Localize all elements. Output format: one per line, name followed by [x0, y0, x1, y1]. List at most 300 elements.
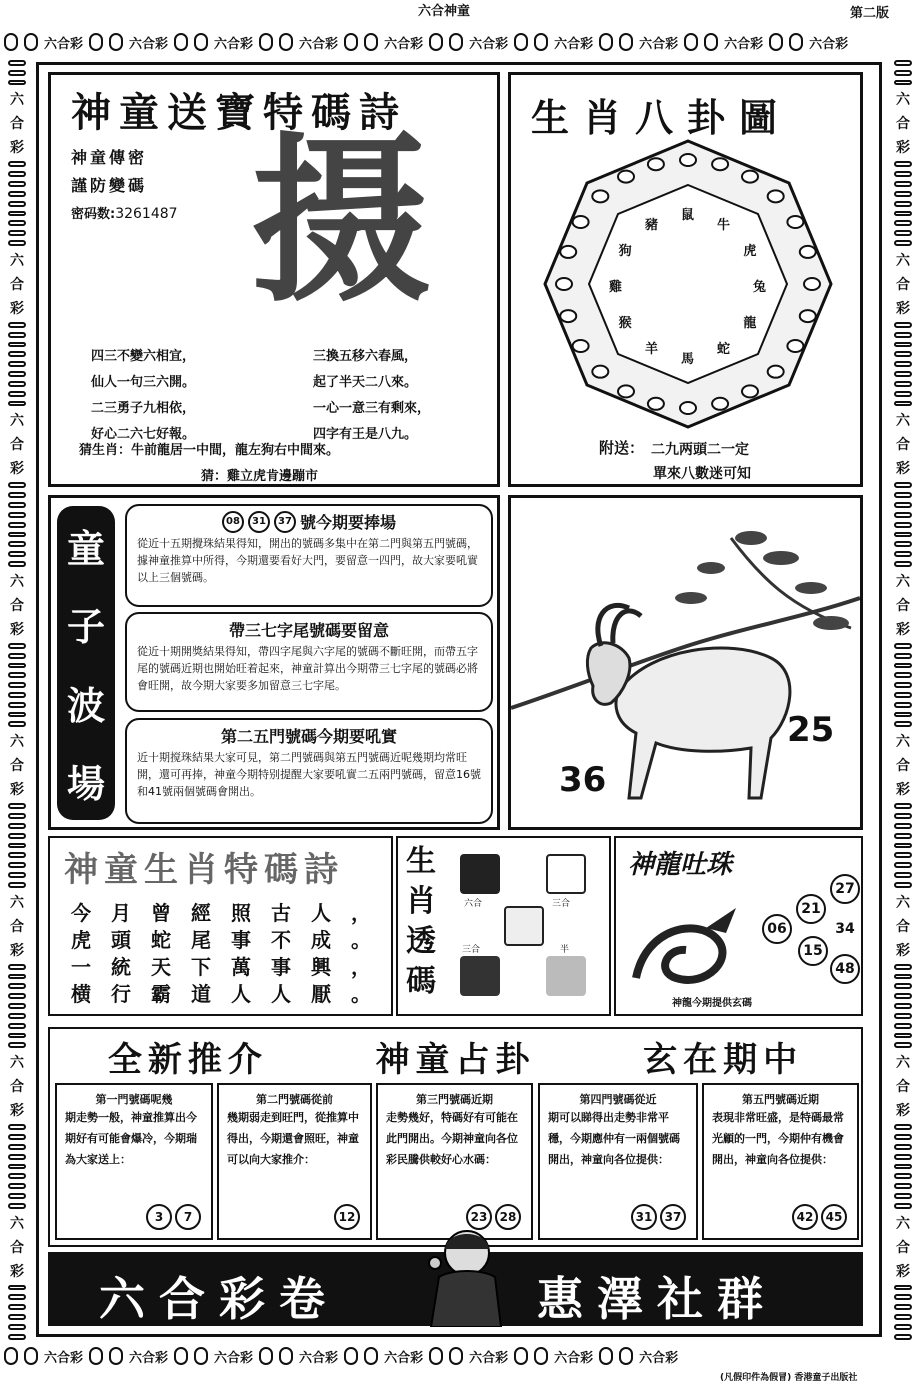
brand-char: 六	[10, 1055, 24, 1072]
zodiac-tile-label: 三合	[462, 945, 481, 955]
bagua-coin	[800, 246, 816, 258]
dragon-title: 神龍吐珠	[628, 850, 733, 880]
bagua-coin	[618, 171, 634, 183]
coin-icon	[894, 882, 912, 888]
bagua-coin	[768, 190, 784, 202]
goat-number-right: 25	[787, 710, 835, 750]
coin-icon	[894, 1134, 912, 1140]
coin-icon	[344, 33, 358, 51]
brand-char: 合	[896, 1239, 910, 1256]
brand-char: 彩	[896, 140, 910, 157]
wave-card-1-header	[137, 510, 481, 533]
brand-char: 合	[10, 437, 24, 454]
coin-icon	[8, 551, 26, 557]
coin-icon	[8, 1173, 26, 1179]
door-text: 走勢幾好，特碼好有可能在此門開出。今期神童向各位彩民騰供較好心水碼：	[386, 1111, 518, 1166]
left-border-strip	[2, 60, 32, 1340]
coin-icon	[8, 702, 26, 708]
poem-char: 一	[71, 955, 91, 979]
wave-card-3	[125, 718, 493, 824]
coin-icon	[894, 1164, 912, 1170]
goat-horn	[613, 611, 641, 643]
zodiac-poem-title: 神童生肖特碼詩	[64, 850, 344, 890]
poem-char: 蛇	[151, 928, 171, 952]
coin-icon	[894, 682, 912, 688]
coin-icon	[8, 721, 26, 727]
coin-icon	[8, 712, 26, 718]
coin-icon	[8, 522, 26, 528]
coin-icon	[894, 843, 912, 849]
coin-icon	[8, 391, 26, 397]
coin-icon	[894, 721, 912, 727]
brand-char: 彩	[10, 782, 24, 799]
wave-title-char: 子	[66, 605, 105, 650]
coin-icon	[8, 512, 26, 518]
branch	[731, 538, 851, 628]
brand-char: 彩	[896, 1263, 910, 1280]
coin-icon	[894, 171, 912, 177]
brand-text: 六合彩	[554, 36, 594, 52]
poem-char: 横	[71, 982, 91, 1006]
coin-icon	[894, 964, 912, 970]
poem-line: 仙人一句三六開。	[91, 375, 196, 390]
bagua-coin	[592, 190, 608, 202]
bagua-coin	[800, 310, 816, 322]
coin-icon	[894, 1173, 912, 1179]
coin-icon	[8, 983, 26, 989]
zodiac-label: 龍	[743, 316, 757, 331]
bagua-wheel	[541, 137, 836, 432]
bagua-coin	[573, 340, 589, 352]
coin-icon	[894, 201, 912, 207]
coin-icon	[109, 33, 123, 51]
coin-icon	[894, 351, 912, 357]
coin-icon	[894, 482, 912, 488]
coin-icon	[4, 33, 18, 51]
coin-icon	[8, 1285, 26, 1291]
bagua-coin	[680, 402, 696, 414]
number-ball: 28	[495, 1204, 521, 1230]
door-title: 第四門號碼從近	[579, 1093, 657, 1106]
coin-icon	[894, 342, 912, 348]
coin-icon	[599, 1347, 613, 1365]
brand-char: 六	[10, 573, 24, 590]
zodiac-label: 牛	[717, 217, 731, 233]
brand-char: 彩	[896, 461, 910, 478]
coin-icon	[8, 1304, 26, 1310]
poem-char: 尾	[191, 928, 211, 952]
coin-icon	[894, 371, 912, 377]
poem-char: 今	[71, 901, 91, 925]
coin-icon	[704, 33, 718, 51]
wave-box	[48, 495, 500, 830]
poem-char: ，	[351, 955, 371, 979]
coin-icon	[8, 322, 26, 328]
dragon-ball: 34	[830, 914, 860, 944]
brand-char: 合	[896, 918, 910, 935]
poem-char: 曾	[151, 901, 171, 925]
coin-icon	[24, 33, 38, 51]
coin-icon	[344, 1347, 358, 1365]
dragon-caption: 神龍今期提供玄碼	[672, 998, 752, 1009]
coin-icon	[8, 492, 26, 498]
bagua-coin	[787, 340, 803, 352]
zodiac-label: 蛇	[717, 342, 731, 358]
door-title: 第三門號碼近期	[416, 1093, 493, 1106]
zodiac-poem-box	[48, 836, 393, 1016]
coin-icon	[894, 1183, 912, 1189]
coin-icon	[894, 692, 912, 698]
coin-icon	[894, 492, 912, 498]
poem-line: 好心二六七好報。	[91, 427, 196, 442]
coin-icon	[259, 33, 273, 51]
brand-text: 六合彩	[384, 36, 424, 52]
poem-title: 神童送寶特碼詩	[71, 90, 407, 136]
coin-icon	[894, 1013, 912, 1019]
bagua-coin	[742, 171, 758, 183]
coin-icon	[8, 532, 26, 538]
recommend-title-2: 神童占卦	[375, 1039, 536, 1080]
coin-icon	[8, 862, 26, 868]
brand-char: 六	[10, 413, 24, 430]
coin-icon	[894, 191, 912, 197]
poem-char: 道	[191, 982, 211, 1006]
zodiac-tile-horse	[460, 854, 500, 894]
coin-icon	[894, 381, 912, 387]
coin-icon	[894, 361, 912, 367]
shengxiao-box	[396, 836, 611, 1016]
bagua-coin	[680, 154, 696, 166]
poem-char: 人	[311, 901, 331, 925]
brand-char: 六	[896, 92, 910, 109]
coin-icon	[894, 230, 912, 236]
coin-icon	[894, 240, 912, 246]
gift-text-2: 單來八數迷可知	[653, 466, 751, 482]
brand-text: 六合彩	[639, 36, 679, 52]
brand-char: 六	[10, 734, 24, 751]
zodiac-label: 馬	[681, 352, 695, 367]
answer-line: 猜：雞立虎肯邊蹦市	[201, 469, 319, 484]
bagua-coin	[804, 278, 820, 290]
door-5	[702, 1083, 859, 1240]
footer-banner	[48, 1252, 863, 1326]
coin-icon	[894, 532, 912, 538]
poem-char: 頭	[111, 928, 131, 952]
coin-icon	[599, 33, 613, 51]
coin-icon	[8, 1042, 26, 1048]
coin-icon	[429, 33, 443, 51]
coin-icon	[8, 70, 26, 76]
zodiac-label: 猴	[618, 316, 632, 331]
poem-column	[224, 900, 258, 1008]
poem-char: 成	[311, 928, 331, 952]
coin-icon	[894, 643, 912, 649]
coin-icon	[894, 80, 912, 86]
brand-char: 彩	[10, 300, 24, 317]
brand-char: 彩	[10, 621, 24, 638]
coin-icon	[894, 1023, 912, 1029]
poem-char: 。	[351, 928, 371, 952]
child-mascot	[421, 1219, 511, 1327]
bagua-coin	[712, 398, 728, 410]
brand-char: 彩	[10, 1103, 24, 1120]
coin-icon	[894, 1314, 912, 1320]
bagua-coin	[768, 366, 784, 378]
wave-card-1	[125, 504, 493, 607]
brand-text: 六合彩	[129, 1350, 169, 1366]
coin-icon	[894, 1144, 912, 1150]
coin-icon	[684, 33, 698, 51]
goat-number-left: 36	[559, 760, 607, 800]
coin-icon	[8, 401, 26, 407]
brand-char: 彩	[896, 782, 910, 799]
right-border-strip	[888, 60, 918, 1340]
coin-icon	[894, 974, 912, 980]
poem-column	[304, 900, 338, 1008]
coin-icon	[894, 813, 912, 819]
zodiac-label: 虎	[743, 244, 757, 259]
coin-icon	[894, 220, 912, 226]
zodiac-tile-rabbit	[504, 906, 544, 946]
brand-char: 六	[10, 894, 24, 911]
brand-char: 合	[896, 758, 910, 775]
coin-icon	[8, 541, 26, 547]
brand-char: 合	[10, 597, 24, 614]
coin-icon	[534, 33, 548, 51]
coin-icon	[8, 1003, 26, 1009]
wave-title-char: 波	[66, 683, 105, 728]
coin-icon	[8, 1013, 26, 1019]
brand-text: 六合彩	[469, 36, 509, 52]
coin-icon	[8, 653, 26, 659]
coin-icon	[8, 1164, 26, 1170]
coin-icon	[769, 33, 783, 51]
coin-icon	[894, 401, 912, 407]
coin-icon	[894, 181, 912, 187]
code-value: 3261487	[115, 206, 178, 222]
poem-char: 事	[271, 955, 291, 979]
brand-char: 六	[896, 1215, 910, 1232]
coin-icon	[8, 1124, 26, 1130]
dragon-ball: 15	[798, 936, 828, 966]
poem-subtitle-1: 神童傳密	[71, 148, 148, 167]
poem-box	[48, 72, 500, 487]
coin-icon	[894, 1294, 912, 1300]
wave-card-2-title: 帶三七字尾號碼要留意	[228, 621, 389, 640]
brand-char: 合	[10, 918, 24, 935]
zodiac-tile-label: 六合	[464, 899, 483, 909]
coin-icon	[894, 712, 912, 718]
coin-icon	[8, 643, 26, 649]
brand-text: 六合彩	[299, 36, 339, 52]
coin-icon	[894, 872, 912, 878]
coin-icon	[894, 70, 912, 76]
wave-title-char: 場	[66, 762, 105, 807]
top-border-strip	[4, 30, 916, 54]
shengxiao-title-char: 肖	[406, 884, 436, 919]
zodiac-label: 鼠	[681, 208, 695, 223]
brand-char: 六	[10, 92, 24, 109]
coin-icon	[279, 1347, 293, 1365]
poem-char: 下	[191, 955, 211, 979]
zodiac-label: 羊	[645, 342, 659, 358]
poem-char: 。	[351, 982, 371, 1006]
dragon-ball: 06	[762, 914, 792, 944]
coin-icon	[194, 1347, 208, 1365]
wave-card-2-text: 從近十期開獎結果得知，帶四字尾與六字尾的號碼不斷旺開，而帶五字尾的號碼近期也開始旺着起來，神童計算出今期帶三七字尾的號碼必將會旺開，故今期大家要多加留意三七字尾。	[137, 645, 478, 692]
brand-char: 彩	[896, 300, 910, 317]
coin-icon	[449, 1347, 463, 1365]
poem-char: 古	[271, 901, 291, 925]
zodiac-tile-label: 半	[560, 945, 570, 955]
coin-icon	[8, 171, 26, 177]
header-center: 六合神童	[418, 4, 471, 19]
recommend-title-1: 全新推介	[107, 1039, 268, 1080]
coin-icon	[894, 993, 912, 999]
coin-icon	[894, 1334, 912, 1340]
coin-icon	[364, 33, 378, 51]
poem-column	[104, 900, 138, 1008]
zodiac-label: 雞	[609, 280, 623, 295]
coin-icon	[894, 522, 912, 528]
goat-body	[616, 648, 790, 798]
wave-card-3-text: 近十期搅珠結果大家可見，第二門號碼與第五門號碼近呢幾期均常旺開，還可再捧，神童今期特别提醒大家要吼實二五兩門號碼，留意16號和41號兩個號碼會開出。	[137, 751, 481, 798]
coin-icon	[8, 191, 26, 197]
brand-char: 六	[896, 1055, 910, 1072]
wave-card-3-title: 第二五門號碼今期要吼實	[220, 727, 397, 746]
coin-icon	[8, 1314, 26, 1320]
coin-icon	[8, 371, 26, 377]
bagua-coin	[648, 398, 664, 410]
brand-text: 六合彩	[809, 36, 849, 52]
poem-lines-left	[91, 345, 195, 442]
coin-icon	[894, 983, 912, 989]
coin-icon	[8, 381, 26, 387]
brand-text: 六合彩	[129, 36, 169, 52]
dragon-ball: 27	[830, 874, 860, 904]
zodiac-label: 豬	[645, 217, 659, 233]
coin-icon	[194, 33, 208, 51]
poem-line: 一心一意三有剩來，	[313, 401, 431, 416]
door-text: 幾期弱走到旺門，從推算中得出，今期還會照旺，神童可以向大家推介：	[227, 1111, 359, 1166]
coin-icon	[894, 1324, 912, 1330]
coin-icon	[8, 220, 26, 226]
zodiac-tile-label: 三合	[552, 899, 571, 909]
coin-icon	[8, 502, 26, 508]
brand-text: 六合彩	[299, 1350, 339, 1366]
coin-icon	[894, 1193, 912, 1199]
coin-icon	[89, 33, 103, 51]
poem-lines-right	[313, 345, 430, 442]
coin-icon	[429, 1347, 443, 1365]
coin-icon	[8, 1294, 26, 1300]
poem-char: 不	[271, 928, 291, 952]
brand-char: 合	[896, 1079, 910, 1096]
poem-subtitle-2: 謹防變碼	[71, 176, 148, 195]
poem-char: 經	[191, 901, 211, 925]
coin-icon	[259, 1347, 273, 1365]
coin-icon	[8, 351, 26, 357]
coin-icon	[279, 33, 293, 51]
coin-icon	[364, 1347, 378, 1365]
brand-char: 彩	[10, 140, 24, 157]
poem-column	[264, 900, 298, 1008]
bagua-coin	[560, 310, 576, 322]
number-ball: 37	[660, 1204, 686, 1230]
header-right: 第二版	[850, 6, 890, 21]
poem-line: 起了半天二八來。	[313, 375, 418, 390]
coin-icon	[8, 852, 26, 858]
poem-line: 四字有王是八九。	[313, 427, 418, 442]
coin-icon	[8, 201, 26, 207]
poem-char: 人	[271, 982, 291, 1006]
brand-char: 六	[896, 894, 910, 911]
number-ball: 08	[222, 511, 244, 533]
door-title: 第五門號碼近期	[742, 1093, 819, 1106]
coin-icon	[894, 1154, 912, 1160]
door-2	[217, 1083, 372, 1240]
zodiac-poem-grid	[64, 900, 378, 1008]
coin-icon	[894, 663, 912, 669]
big-character: 摄	[251, 118, 432, 327]
brand-text: 六合彩	[214, 36, 254, 52]
brand-char: 六	[896, 252, 910, 269]
brand-char: 合	[10, 276, 24, 293]
poem-char: 人	[231, 982, 251, 1006]
brand-text: 六合彩	[384, 1350, 424, 1366]
brand-text: 六合彩	[214, 1350, 254, 1366]
brand-char: 六	[896, 734, 910, 751]
coin-icon	[8, 1154, 26, 1160]
footer-left-text: 六合彩卷	[99, 1272, 339, 1326]
door-title: 第二門號碼從前	[256, 1093, 333, 1106]
brand-char: 合	[896, 437, 910, 454]
coin-icon	[894, 541, 912, 547]
poem-char: 統	[111, 955, 131, 979]
code-line	[71, 203, 178, 222]
poem-char: 天	[151, 955, 171, 979]
coin-icon	[8, 332, 26, 338]
shengxiao-title-char: 透	[406, 924, 436, 959]
coin-icon	[8, 1203, 26, 1209]
poem-line: 三換五移六春風，	[313, 349, 418, 364]
door-3	[376, 1083, 533, 1240]
zodiac-tile-ox	[546, 854, 586, 894]
wave-card-1-text: 從近十五期攪珠結果得知，開出的號碼多集中在第二門與第五門號碼，據神童推算中所得，今期還要看好大門，要留意一四門，故大家要吼實以上三個號碼。	[137, 537, 478, 584]
coin-icon	[894, 672, 912, 678]
coin-icon	[894, 1042, 912, 1048]
coin-icon	[514, 33, 528, 51]
bagua-title: 生肖八卦圖	[531, 96, 792, 140]
poem-char: 照	[231, 901, 251, 925]
poem-char: 霸	[151, 982, 171, 1006]
door-text: 期走勢一般，神童推算出今期好有可能會爆冷，今期瑞為大家送上：	[65, 1111, 197, 1166]
coin-icon	[8, 813, 26, 819]
coin-icon	[619, 1347, 633, 1365]
coin-icon	[8, 872, 26, 878]
dragon-box	[614, 836, 863, 1016]
coin-icon	[8, 672, 26, 678]
coin-icon	[8, 211, 26, 217]
coin-icon	[8, 1134, 26, 1140]
brand-char: 合	[10, 1079, 24, 1096]
coin-icon	[894, 1124, 912, 1130]
zodiac-tile-rooster	[546, 956, 586, 996]
bagua-coin	[573, 216, 589, 228]
coin-icon	[8, 692, 26, 698]
dragon-ball: 48	[830, 954, 860, 984]
coin-icon	[894, 161, 912, 167]
